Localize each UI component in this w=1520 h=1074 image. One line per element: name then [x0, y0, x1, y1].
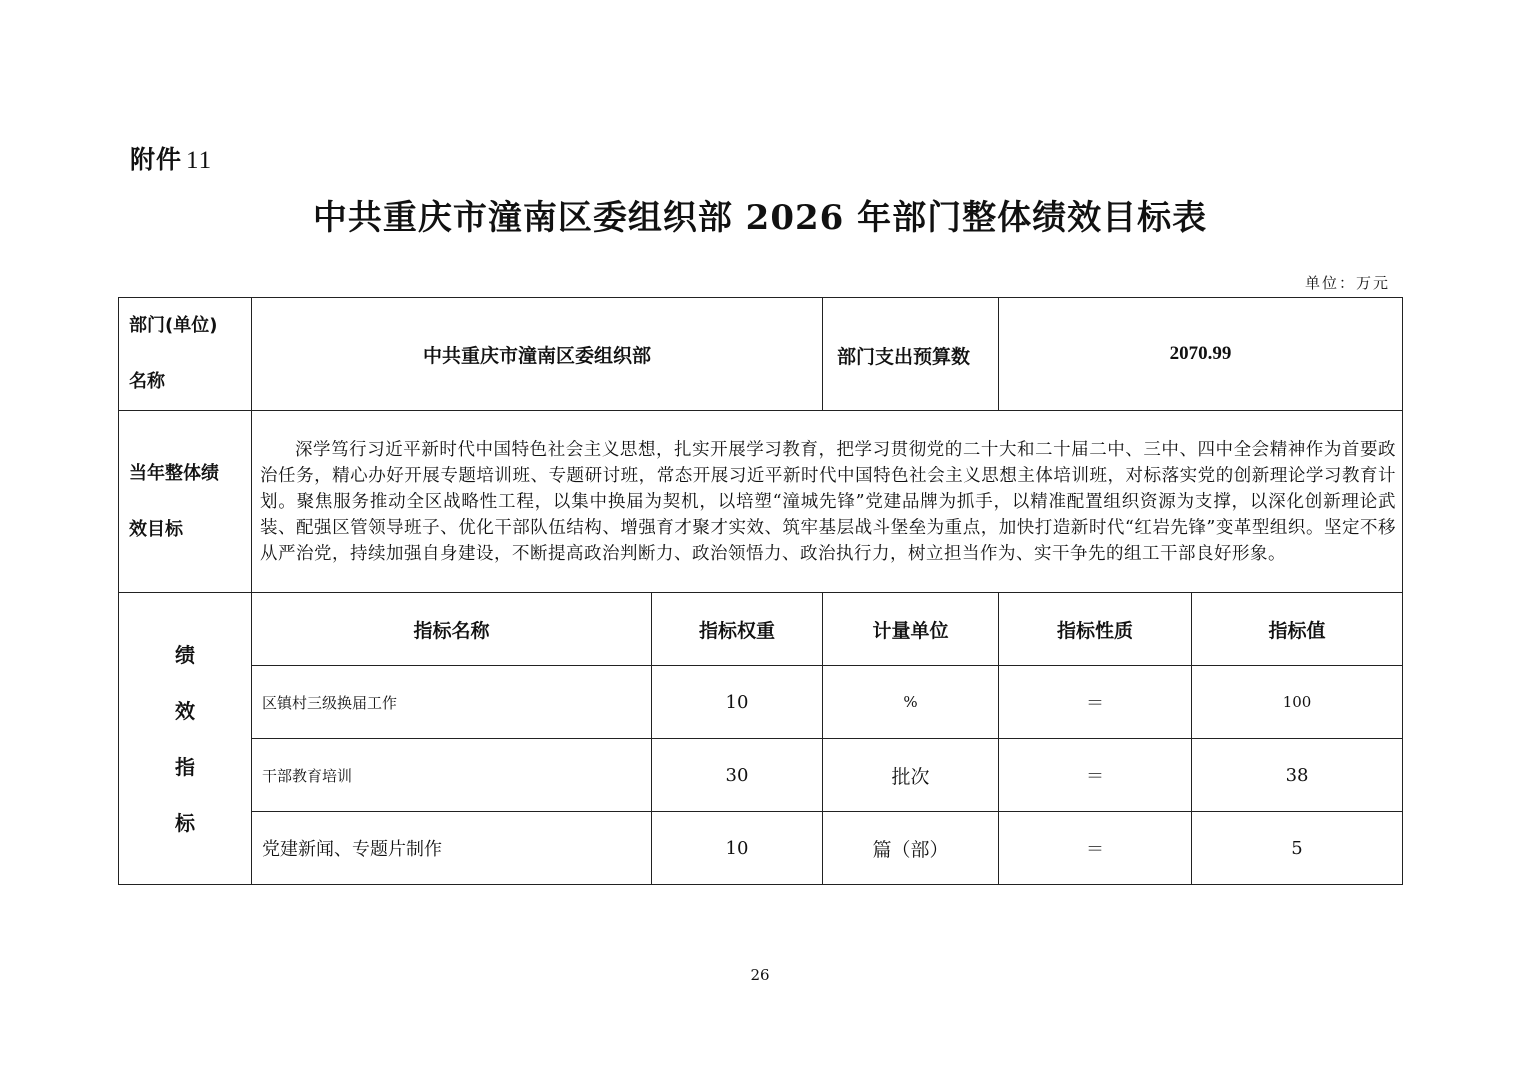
department-row [119, 298, 1403, 411]
indicator-name: 干部教育培训 [252, 739, 652, 812]
indicator-name: 党建新闻、专题片制作 [252, 812, 652, 885]
department-name-label-line2: 名称 [129, 371, 165, 392]
goal-text: 深学笃行习近平新时代中国特色社会主义思想，扎实开展学习教育，把学习贯彻党的二十大和二十届二中、三中、四中全会精神作为首要政治任务，精心办好开展专题培训班、专题研讨班，常态开展习近平新时代中国特色社会主义思想主体培训班，对标落实党的创新理论学习教育计划。聚焦服务推动全区战略性工程，以集中换届为契机，以培塑“潼城先锋”党建品牌为抓手，以精准配置组织资源为支撑，以深化创新理论武装、配强区管领导班子、优化干部队伍结构、增强育才聚才实效、筑牢基层战斗堡垒为重点，加快打造新时代“红岩先锋”变革型组织。坚定不移从严治党，持续加强自身建设，不断提高政治判断力、政治领悟力、政治执行力，树立担当作为、实干争先的组工干部良好形象。 [252, 411, 1403, 593]
column-header-name: 指标名称 [252, 593, 652, 666]
department-name-label [119, 298, 252, 411]
indicator-weight: 10 [652, 812, 823, 885]
department-name-value: 中共重庆市潼南区委组织部 [252, 298, 823, 411]
page-number: 26 [750, 966, 770, 984]
attachment-label [130, 140, 212, 176]
indicator-value: 100 [1192, 666, 1403, 739]
indicators-section-label [119, 593, 252, 885]
indicator-unit: % [823, 666, 999, 739]
column-header-unit: 计量单位 [823, 593, 999, 666]
section-char: 效 [175, 698, 195, 723]
department-name-label-line1: 部门(单位) [129, 315, 218, 336]
indicator-weight: 30 [652, 739, 823, 812]
budget-label: 部门支出预算数 [823, 298, 999, 411]
section-char: 绩 [175, 642, 195, 667]
goal-label-line2: 效目标 [129, 518, 183, 540]
column-header-weight: 指标权重 [652, 593, 823, 666]
page-title: 中共重庆市潼南区委组织部 2026 年部门整体绩效目标表 [312, 198, 1208, 238]
indicator-value: 38 [1192, 739, 1403, 812]
indicator-unit: 篇（部） [823, 812, 999, 885]
indicator-nature: ＝ [999, 812, 1192, 885]
table-row [119, 666, 1403, 739]
indicator-name: 区镇村三级换届工作 [252, 666, 652, 739]
attachment-label-text: 附件 [130, 145, 183, 174]
indicator-weight: 10 [652, 666, 823, 739]
budget-value: 2070.99 [999, 298, 1403, 411]
table-row [119, 739, 1403, 812]
indicator-value: 5 [1192, 812, 1403, 885]
performance-table [118, 297, 1402, 885]
indicator-unit: 批次 [823, 739, 999, 812]
column-header-value: 指标值 [1192, 593, 1403, 666]
goal-label-line1: 当年整体绩 [129, 462, 219, 484]
indicator-header-row [119, 593, 1403, 666]
indicator-nature: ＝ [999, 739, 1192, 812]
indicator-nature: ＝ [999, 666, 1192, 739]
column-header-nature: 指标性质 [999, 593, 1192, 666]
section-char: 标 [175, 810, 195, 835]
goal-label [119, 411, 252, 593]
table-row [119, 812, 1403, 885]
section-char: 指 [175, 754, 195, 779]
goal-row [119, 411, 1403, 593]
attachment-number: 11 [186, 147, 213, 174]
unit-label: 单位：万元 [1304, 274, 1390, 292]
